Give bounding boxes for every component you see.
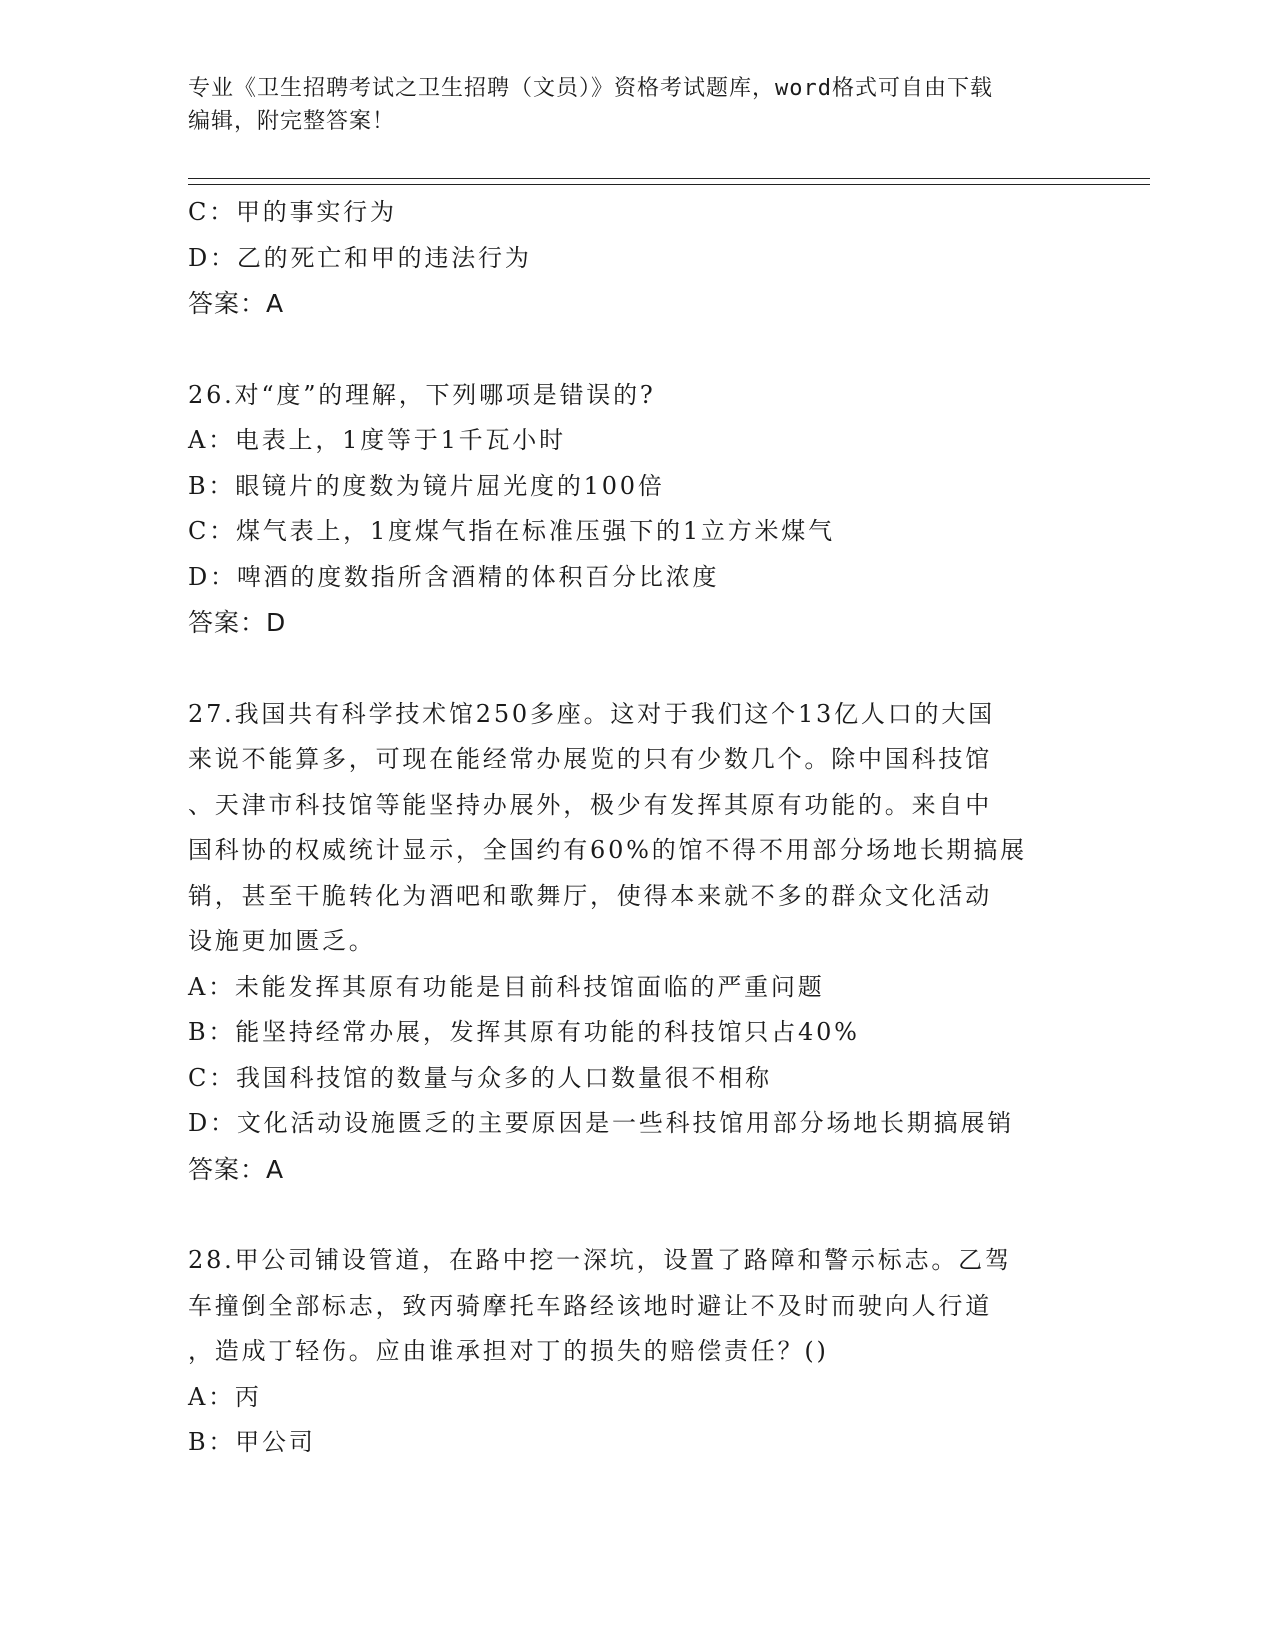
option-c: C：甲的事实行为 bbox=[188, 198, 397, 226]
option-a: A：丙 bbox=[188, 1382, 262, 1411]
question-25 bbox=[188, 190, 1088, 327]
answer: 答案：D bbox=[188, 608, 287, 637]
answer: 答案：A bbox=[188, 1154, 285, 1184]
question-list bbox=[188, 190, 1088, 1466]
spacer bbox=[188, 646, 1088, 692]
header-line-1: 专业《卫生招聘考试之卫生招聘（文员）》资格考试题库，word格式可自由下载 bbox=[188, 76, 993, 101]
question-stem-line: 来说不能算多，可现在能经常办展览的只有少数几个。除中国科技馆 bbox=[188, 745, 992, 773]
option-a: A：电表上，1度等于1千瓦小时 bbox=[188, 426, 566, 454]
option-d: D：文化活动设施匮乏的主要原因是一些科技馆用部分场地长期搞展销 bbox=[188, 1109, 1015, 1137]
spacer bbox=[188, 1192, 1088, 1238]
option-b: B：能坚持经常办展，发挥其原有功能的科技馆只占40% bbox=[188, 1018, 860, 1046]
question-27 bbox=[188, 692, 1088, 1193]
header-divider-top bbox=[188, 178, 1150, 179]
page-header bbox=[188, 72, 1088, 138]
option-a: A：未能发挥其原有功能是目前科技馆面临的严重问题 bbox=[188, 972, 825, 1001]
question-stem-line: 28.甲公司铺设管道，在路中挖一深坑，设置了路障和警示标志。乙驾 bbox=[188, 1246, 1012, 1274]
question-stem-line: 销，甚至干脆转化为酒吧和歌舞厅，使得本来就不多的群众文化活动 bbox=[188, 881, 992, 910]
question-stem: 26.对“度”的理解，下列哪项是错误的? bbox=[188, 380, 656, 409]
option-b: B：甲公司 bbox=[188, 1428, 316, 1456]
option-d: D：啤酒的度数指所含酒精的体积百分比浓度 bbox=[188, 562, 720, 591]
question-stem-line: 车撞倒全部标志，致丙骑摩托车路经该地时避让不及时而驶向人行道 bbox=[188, 1291, 992, 1320]
question-26 bbox=[188, 373, 1088, 646]
header-line-2: 编辑，附完整答案！ bbox=[188, 109, 396, 134]
question-stem-line: 国科协的权威统计显示，全国约有60%的馆不得不用部分场地长期搞展 bbox=[188, 836, 1027, 864]
option-d: D：乙的死亡和甲的违法行为 bbox=[188, 243, 532, 272]
option-c: C：我国科技馆的数量与众多的人口数量很不相称 bbox=[188, 1063, 772, 1092]
question-stem-line: 、天津市科技馆等能坚持办展外，极少有发挥其原有功能的。来自中 bbox=[188, 790, 992, 819]
option-b: B：眼镜片的度数为镜片屈光度的100倍 bbox=[188, 471, 665, 500]
question-stem-line: 27.我国共有科学技术馆250多座。这对于我们这个13亿人口的大国 bbox=[188, 699, 995, 728]
option-c: C：煤气表上，1度煤气指在标准压强下的1立方米煤气 bbox=[188, 517, 835, 545]
header-divider-bottom bbox=[188, 184, 1150, 185]
question-stem-line: ，造成丁轻伤。应由谁承担对丁的损失的赔偿责任？() bbox=[188, 1337, 829, 1365]
answer: 答案：A bbox=[188, 289, 285, 318]
spacer bbox=[188, 327, 1088, 373]
question-stem-line: 设施更加匮乏。 bbox=[188, 927, 376, 955]
question-28 bbox=[188, 1238, 1088, 1466]
